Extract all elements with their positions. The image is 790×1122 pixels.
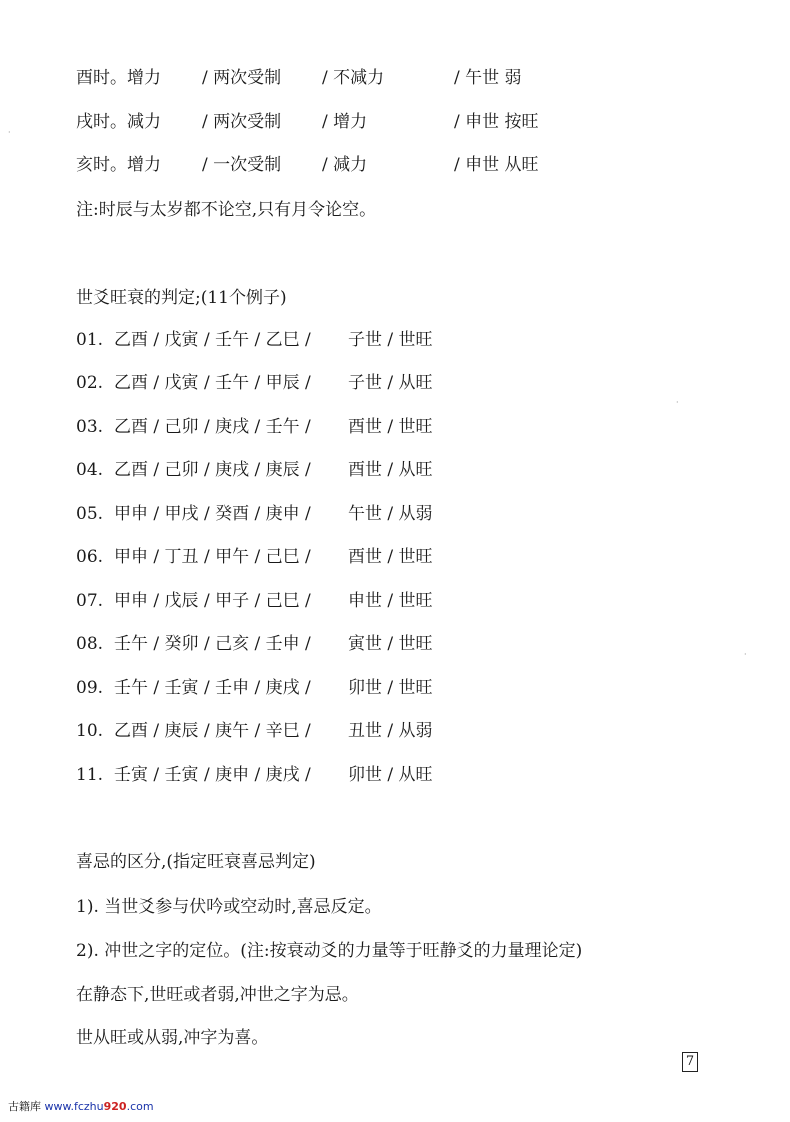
hour-restraint: / 两次受制 xyxy=(202,68,282,88)
example-pillars: 壬午 / 壬寅 / 壬申 / 庚戌 / xyxy=(114,678,311,698)
scan-speck: · xyxy=(744,650,747,659)
example-result: 申世 / 世旺 xyxy=(348,591,433,611)
example-result: 子世 / 从旺 xyxy=(348,373,433,393)
hour-strength: / 增力 xyxy=(322,112,368,132)
example-number: 05. xyxy=(76,504,104,524)
example-result: 酉世 / 世旺 xyxy=(348,417,433,437)
scan-speck: · xyxy=(8,128,11,137)
section-title: 喜忌的区分,(指定旺衰喜忌判定) xyxy=(76,852,316,872)
example-number: 07. xyxy=(76,591,104,611)
rule-point: 1). 当世爻参与伏吟或空动时,喜忌反定。 xyxy=(76,897,382,917)
hour-result: / 申世 按旺 xyxy=(454,112,539,132)
footer-watermark xyxy=(8,1098,154,1114)
example-number: 06. xyxy=(76,547,104,567)
example-result: 子世 / 世旺 xyxy=(348,330,433,350)
hour-result: / 申世 从旺 xyxy=(454,155,539,175)
example-result: 酉世 / 世旺 xyxy=(348,547,433,567)
hour-restraint: / 两次受制 xyxy=(202,112,282,132)
paragraph: 在静态下,世旺或者弱,冲世之字为忌。 xyxy=(76,985,359,1005)
footer-url[interactable]: www.fczhu920.com xyxy=(44,1100,154,1113)
example-result: 卯世 / 世旺 xyxy=(348,678,433,698)
example-number: 04. xyxy=(76,460,104,480)
paragraph: 世从旺或从弱,冲字为喜。 xyxy=(76,1028,269,1048)
example-pillars: 乙酉 / 戊寅 / 壬午 / 乙巳 / xyxy=(114,330,311,350)
example-result: 午世 / 从弱 xyxy=(348,504,433,524)
hour-restraint: / 一次受制 xyxy=(202,155,282,175)
example-pillars: 乙酉 / 己卯 / 庚戌 / 庚辰 / xyxy=(114,460,311,480)
example-pillars: 壬午 / 癸卯 / 己亥 / 壬申 / xyxy=(114,634,311,654)
example-result: 卯世 / 从旺 xyxy=(348,765,433,785)
footer-site-name: 古籍库 xyxy=(8,1100,41,1113)
example-number: 03. xyxy=(76,417,104,437)
hour-label: 酉时。增力 xyxy=(76,68,161,88)
example-result: 寅世 / 世旺 xyxy=(348,634,433,654)
example-pillars: 乙酉 / 庚辰 / 庚午 / 辛巳 / xyxy=(114,721,311,741)
example-pillars: 甲申 / 丁丑 / 甲午 / 己巳 / xyxy=(114,547,311,567)
example-number: 08. xyxy=(76,634,104,654)
example-number: 01. xyxy=(76,330,104,350)
example-result: 酉世 / 从旺 xyxy=(348,460,433,480)
example-pillars: 壬寅 / 壬寅 / 庚申 / 庚戌 / xyxy=(114,765,311,785)
hour-strength: / 不减力 xyxy=(322,68,385,88)
scan-speck: · xyxy=(676,398,679,407)
example-result: 丑世 / 从弱 xyxy=(348,721,433,741)
rule-point: 2). 冲世之字的定位。(注:按衰动爻的力量等于旺静爻的力量理论定) xyxy=(76,941,583,961)
example-number: 09. xyxy=(76,678,104,698)
example-pillars: 甲申 / 甲戌 / 癸酉 / 庚申 / xyxy=(114,504,311,524)
hour-result: / 午世 弱 xyxy=(454,68,522,88)
example-pillars: 甲申 / 戊辰 / 甲子 / 己巳 / xyxy=(114,591,311,611)
hour-label: 亥时。增力 xyxy=(76,155,161,175)
note-text: 注:时辰与太岁都不论空,只有月令论空。 xyxy=(76,200,377,220)
hour-label: 戌时。减力 xyxy=(76,112,161,132)
page-number: 7 xyxy=(682,1052,698,1072)
example-pillars: 乙酉 / 戊寅 / 壬午 / 甲辰 / xyxy=(114,373,311,393)
example-pillars: 乙酉 / 己卯 / 庚戌 / 壬午 / xyxy=(114,417,311,437)
hour-strength: / 减力 xyxy=(322,155,368,175)
example-number: 10. xyxy=(76,721,104,741)
section-title: 世爻旺衰的判定;(11个例子) xyxy=(76,288,287,308)
example-number: 11. xyxy=(76,765,104,785)
example-number: 02. xyxy=(76,373,104,393)
